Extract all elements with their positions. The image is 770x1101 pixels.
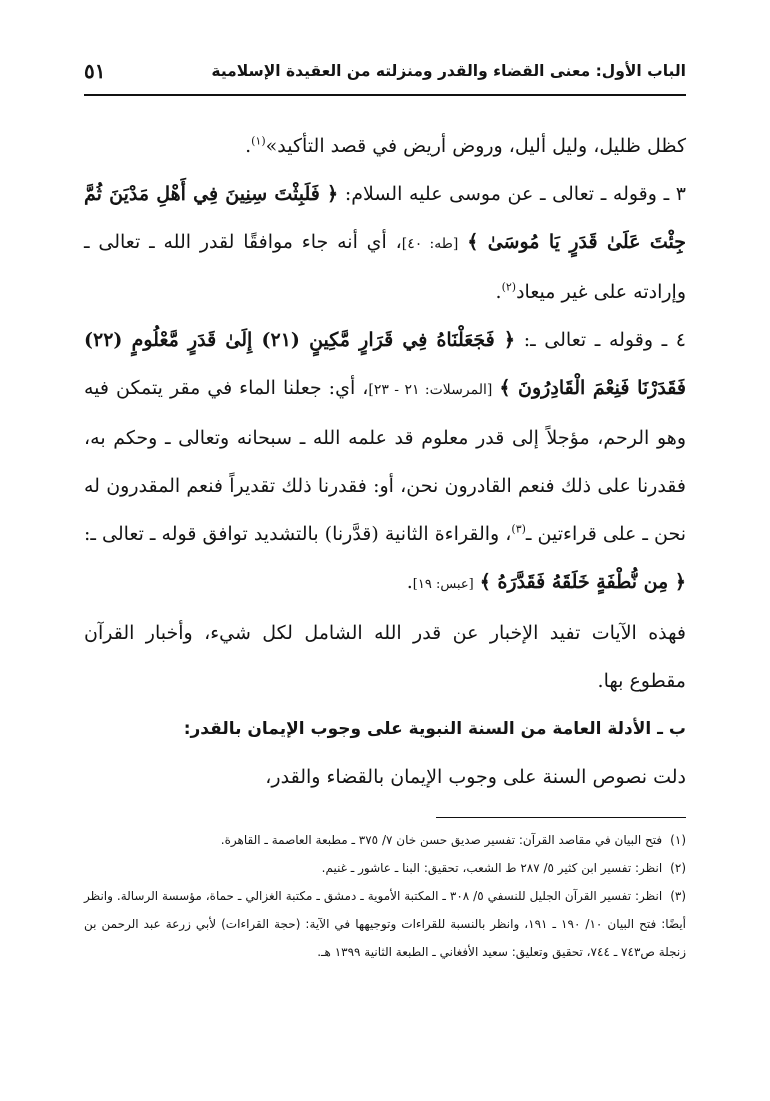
- running-header: [84, 60, 686, 92]
- quran-verse-mursalat: ﴿ فَجَعَلْنَاهُ فِي قَرَارٍ مَّكِينٍ (٢١) إِلَىٰ قَدَرٍ مَّعْلُومٍ (٢٢) فَقَدَرْنَا فَنِعْمَ الْقَادِرُونَ ﴾: [84, 329, 686, 399]
- verse-ref-mursalat: [المرسلات: ٢١ - ٢٣]: [368, 382, 493, 398]
- quran-verse-abasa: ﴿ مِن نُّطْفَةٍ خَلَقَهُ فَقَدَّرَهُ ﴾: [479, 571, 686, 593]
- paragraph-5: دلت نصوص السنة على وجوب الإيمان بالقضاء والقدر،: [265, 766, 686, 788]
- main-text: [84, 122, 686, 801]
- footnote-ref-2: (٢): [501, 280, 517, 294]
- verse-ref-taha: [طه: ٤٠]: [401, 236, 459, 252]
- quran-verse-taha: ﴿ فَلَبِثْتَ سِنِينَ فِي أَهْلِ مَدْيَنَ ثُمَّ جِئْتَ عَلَىٰ قَدَرٍ يَا مُوسَىٰ ﴾: [84, 183, 686, 253]
- paragraph-1: كظل ظليل، وليل أليل، وروض أريض في قصد التأكيد»$^{(١)}$.: [245, 134, 686, 157]
- page-number: ٥١: [84, 59, 106, 83]
- verse-ref-abasa: [عبس: ١٩]: [412, 577, 474, 592]
- section-heading: ب ـ الأدلة العامة من السنة النبوية على وجوب الإيمان بالقدر:: [183, 719, 686, 739]
- paragraph-2: ٣ ـ وقوله ـ تعالى ـ عن موسى عليه السلام: ﴿ فَلَبِثْتَ سِنِينَ فِي أَهْلِ مَدْيَنَ ثُمَّ جِئْتَ عَلَىٰ قَدَرٍ يَا مُوسَىٰ ﴾ [طه: ٤٠]، أي أنه جاء موافقًا لقدر الله ـ تعالى ـ وإرادته على غير ميعاد$^{(٢)}$.: [84, 183, 686, 303]
- paragraph-3: ٤ ـ وقوله ـ تعالى ـ: ﴿ فَجَعَلْنَاهُ فِي قَرَارٍ مَّكِينٍ (٢١) إِلَىٰ قَدَرٍ مَّعْلُومٍ (٢٢) فَقَدَرْنَا فَنِعْمَ الْقَادِرُونَ ﴾ [المرسلات: ٢١ - ٢٣]، أي: جعلنا الماء في مقر يتمكن فيه وهو الرحم، مؤجلاً إلى قدر معلوم قد علمه الله ـ سبحانه وتعالى ـ وحكم به، فقدرنا على ذلك فنعم القادرون نحن، أو: فقدرنا ذلك تقديراً فنعم المقدرون له نحن ـ على قراءتين ـ$^{(٣)}$، والقراءة الثانية (قدَّرنا) بالتشديد توافق قوله ـ تعالى ـ: ﴿ مِن نُّطْفَةٍ خَلَقَهُ فَقَدَّرَهُ ﴾ [عبس: ١٩].: [84, 329, 686, 593]
- footnote-2: (٢)انظر: تفسير ابن كثير ٥/ ٢٨٧ ط الشعب، تحقيق: البنا ـ عاشور ـ غنيم.: [321, 861, 686, 875]
- footnote-ref-1: (١): [251, 134, 266, 148]
- paragraph-4: فهذه الآيات تفيد الإخبار عن قدر الله الشامل لكل شيء، وأخبار القرآن مقطوع بها.: [84, 622, 686, 692]
- footnotes: [84, 826, 686, 966]
- header-divider: [84, 94, 686, 96]
- footnote-1: (١)فتح البيان في مقاصد القرآن: تفسير صديق حسن خان ٧/ ٣٧٥ ـ مطبعة العاصمة ـ القاهرة.: [220, 833, 686, 847]
- footnote-divider: [436, 817, 686, 818]
- footnote-ref-3: (٣): [511, 522, 526, 536]
- footnote-3: (٣)انظر: تفسير القرآن الجليل للنسفي ٥/ ٣٠٨ ـ المكتبة الأموية ـ دمشق ـ مكتبة الغزالي ـ حماة، مؤسسة الرسالة. وانظر أيضًا: فتح البيان ١٠/ ١٩٠ ـ ١٩١، وانظر بالنسبة للقراءات وتوجيهها في الآية: (حجة القراءات) لأبي زرعة عبد الرحمن بن زنجلة ص٧٤٣ ـ ٧٤٤، تحقيق وتعليق: سعيد الأفغاني ـ الطبعة الثانية ١٣٩٩ هـ.: [84, 889, 687, 959]
- chapter-title: الباب الأول: معنى القضاء والقدر ومنزلته من العقيدة الإسلامية: [211, 62, 686, 80]
